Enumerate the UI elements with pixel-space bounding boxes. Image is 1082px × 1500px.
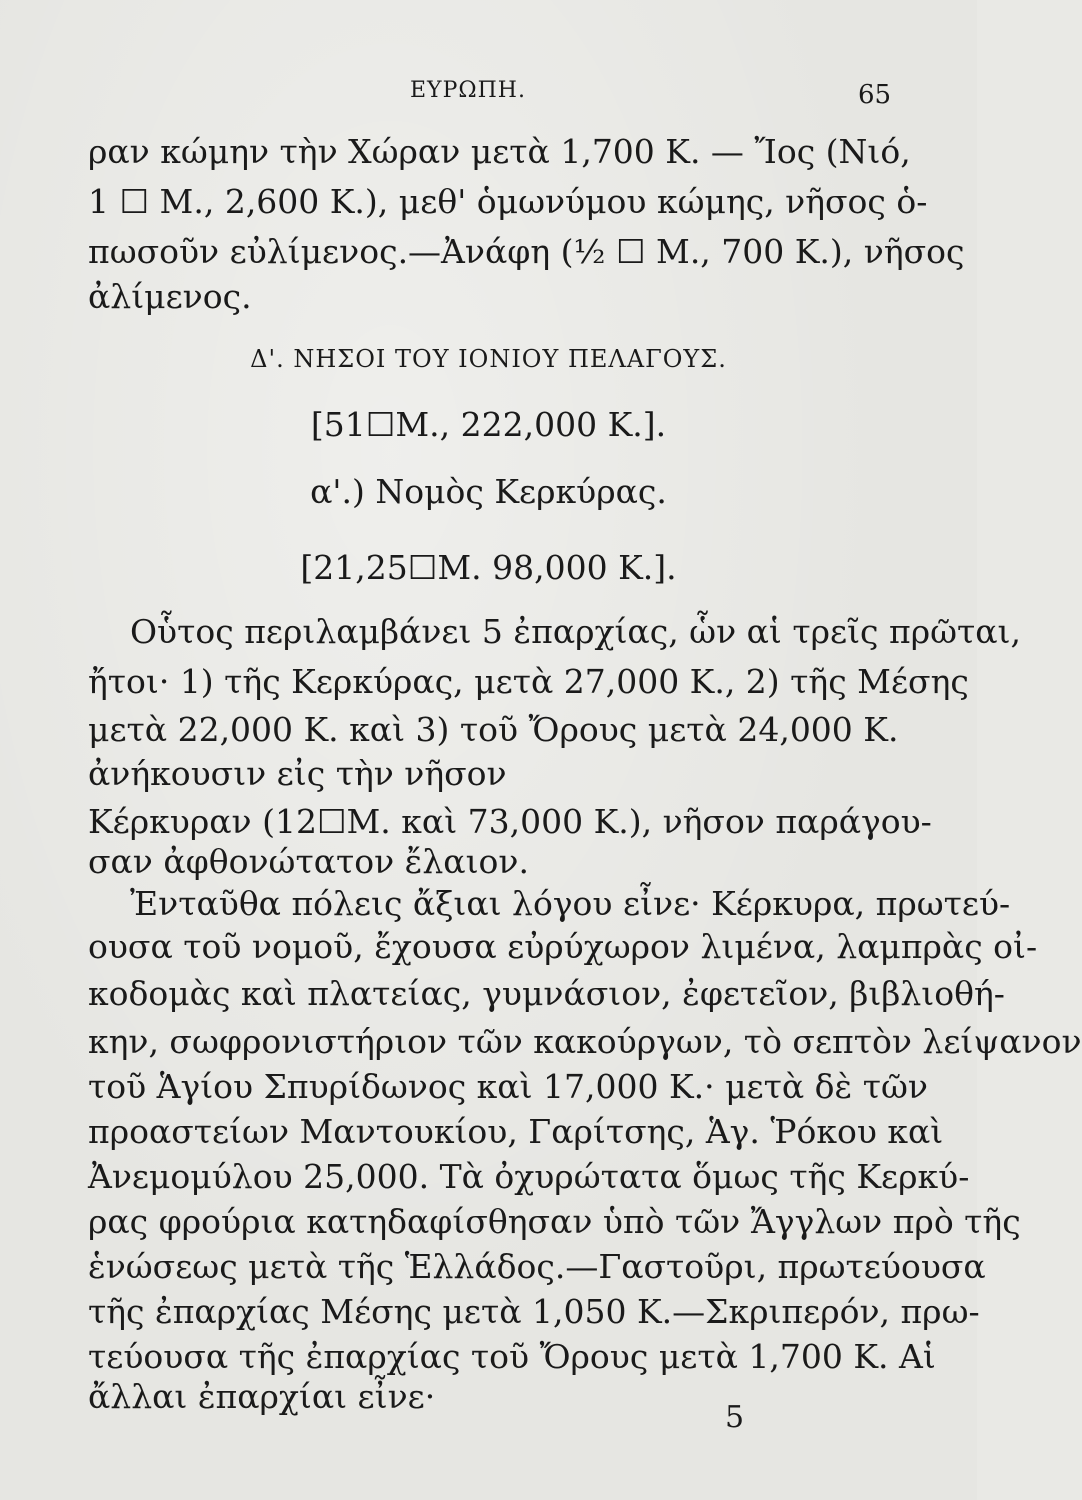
page-number: 65 — [858, 80, 892, 110]
text-line: ἑνώσεως μετὰ τῆς Ἑλλάδος.—Γαστοῦρι, πρωτεύουσα — [88, 1247, 986, 1286]
text-line: 1 ☐ Μ., 2,600 Κ.), μεθ' ὁμωνύμου κώμης, νῆσος ὁ- — [88, 182, 928, 221]
text-line: κην, σωφρονιστήριον τῶν κακούργων, τὸ σεπτὸν λείψανον — [88, 1022, 1082, 1061]
text-line: ουσα τοῦ νομοῦ, ἔχουσα εὐρύχωρον λιμένα, λαμπρὰς οἰ- — [88, 927, 1038, 966]
text-line: τεύουσα τῆς ἐπαρχίας τοῦ Ὄρους μετὰ 1,700 Κ. Αἱ — [88, 1337, 936, 1376]
text-line: πωσοῦν εὐλίμενος.—Ἀνάφη (½ ☐ Μ., 700 Κ.), νῆσος — [88, 232, 965, 271]
text-line: Ἐνταῦθα πόλεις ἄξιαι λόγου εἶνε· Κέρκυρα, πρωτεύ- — [130, 884, 1011, 923]
text-line: Κέρκυραν (12☐Μ. καὶ 73,000 Κ.), νῆσον παράγου- — [88, 802, 932, 841]
running-title: ΕΥΡΩΠΗ. — [410, 78, 526, 103]
text-line: κοδομὰς καὶ πλατείας, γυμνάσιον, ἐφετεῖον, βιβλιοθή- — [88, 974, 1005, 1013]
text-line: ραν κώμην τὴν Χώραν μετὰ 1,700 Κ. — Ἴος (Νιό, — [88, 132, 911, 171]
section-summary: [51☐Μ., 222,000 Κ.]. — [310, 405, 667, 444]
text-line: ἀλίμενος. — [88, 277, 252, 316]
section-heading: Δ'. ΝΗΣΟΙ ΤΟΥ ΙΟΝΙΟΥ ΠΕΛΑΓΟΥΣ. — [250, 345, 727, 373]
text-line: τοῦ Ἁγίου Σπυρίδωνος καὶ 17,000 Κ.· μετὰ δὲ τῶν — [88, 1067, 928, 1106]
text-line: μετὰ 22,000 Κ. καὶ 3) τοῦ Ὄρους μετὰ 24,000 Κ. — [88, 710, 899, 749]
text-line: ἀνήκουσιν εἰς τὴν νῆσον — [88, 754, 507, 793]
text-line: προαστείων Μαντουκίου, Γαρίτσης, Ἁγ. Ῥόκου καὶ — [88, 1112, 944, 1151]
page-header — [0, 78, 977, 118]
text-line: ἄλλαι ἐπαρχίαι εἶνε· — [88, 1377, 436, 1416]
subsection-heading: α'.) Νομὸς Κερκύρας. — [310, 472, 667, 511]
text-line: σαν ἀφθονώτατον ἔλαιον. — [88, 842, 529, 881]
text-line: ἤτοι· 1) τῆς Κερκύρας, μετὰ 27,000 Κ., 2) τῆς Μέσης — [88, 662, 969, 701]
text-line: Οὗτος περιλαμβάνει 5 ἐπαρχίας, ὧν αἱ τρεῖς πρῶται, — [130, 612, 1021, 651]
subsection-summary: [21,25☐Μ. 98,000 Κ.]. — [300, 548, 677, 587]
text-line: Ἀνεμομύλου 25,000. Τὰ ὀχυρώτατα ὅμως τῆς Κερκύ- — [88, 1157, 970, 1196]
text-line: τῆς ἐπαρχίας Μέσης μετὰ 1,050 Κ.—Σκριπερόν, πρω- — [88, 1292, 980, 1331]
text-line: ρας φρούρια κατηδαφίσθησαν ὑπὸ τῶν Ἄγγλων πρὸ τῆς — [88, 1202, 1021, 1241]
signature-mark: 5 — [725, 1400, 745, 1435]
